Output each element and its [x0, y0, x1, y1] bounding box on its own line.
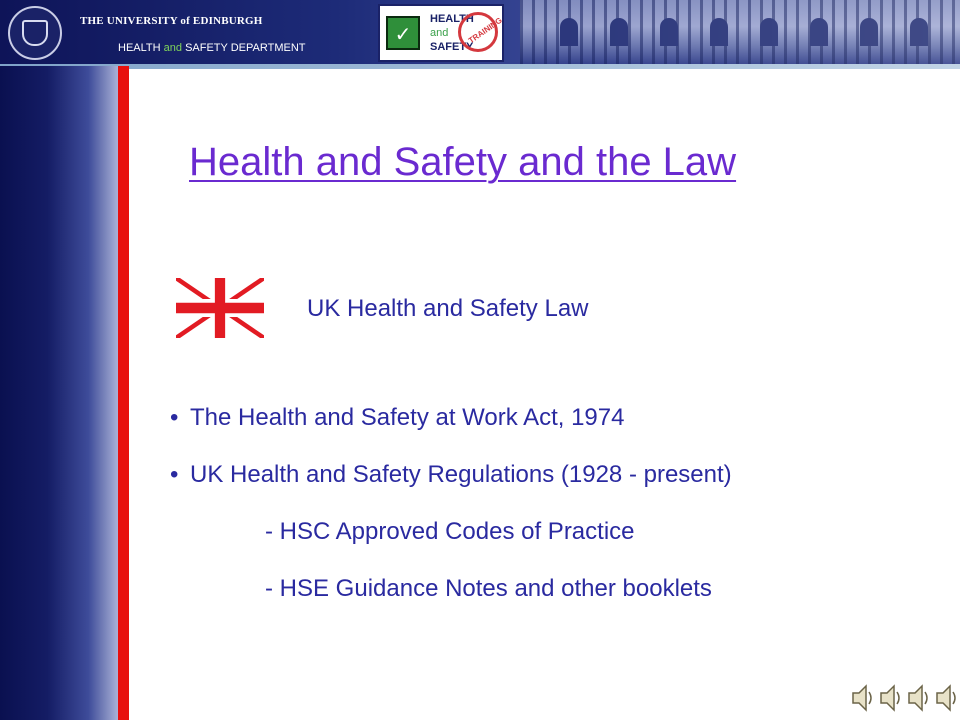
bullet-glyph: • — [170, 404, 179, 431]
union-jack-flag-icon — [176, 278, 264, 338]
speaker-icon[interactable] — [878, 680, 904, 716]
slide-title: Health and Safety and the Law — [189, 140, 737, 184]
header-banner — [0, 0, 960, 66]
sub-item: - HSE Guidance Notes and other booklets — [265, 575, 712, 602]
speaker-icon[interactable] — [850, 680, 876, 716]
university-crest-icon — [8, 6, 62, 60]
bullet-item — [170, 404, 624, 432]
left-red-stripe — [118, 66, 129, 720]
header-divider — [0, 64, 960, 69]
sub-item: - HSC Approved Codes of Practice — [265, 518, 635, 545]
department-name: HEALTH and SAFETY DEPARTMENT — [118, 42, 306, 54]
logo-text: HEALTH and SAFETY — [430, 13, 474, 53]
logo-ring-text: TRAINING — [466, 15, 504, 46]
bullet-text: UK Health and Safety Regulations (1928 - present) — [190, 461, 732, 488]
left-navy-bar — [0, 66, 118, 720]
audio-controls — [850, 680, 960, 716]
speaker-icon[interactable] — [906, 680, 932, 716]
section-subtitle: UK Health and Safety Law — [307, 295, 589, 322]
bullet-item — [170, 461, 732, 489]
bullet-text: The Health and Safety at Work Act, 1974 — [190, 404, 625, 431]
bullet-glyph: • — [170, 461, 179, 488]
health-safety-training-logo — [378, 4, 504, 62]
checkmark-icon: ✓ — [386, 16, 420, 50]
speaker-icon[interactable] — [934, 680, 960, 716]
header-building-photo — [520, 0, 960, 66]
university-name: THE UNIVERSITY of EDINBURGH — [80, 15, 263, 27]
